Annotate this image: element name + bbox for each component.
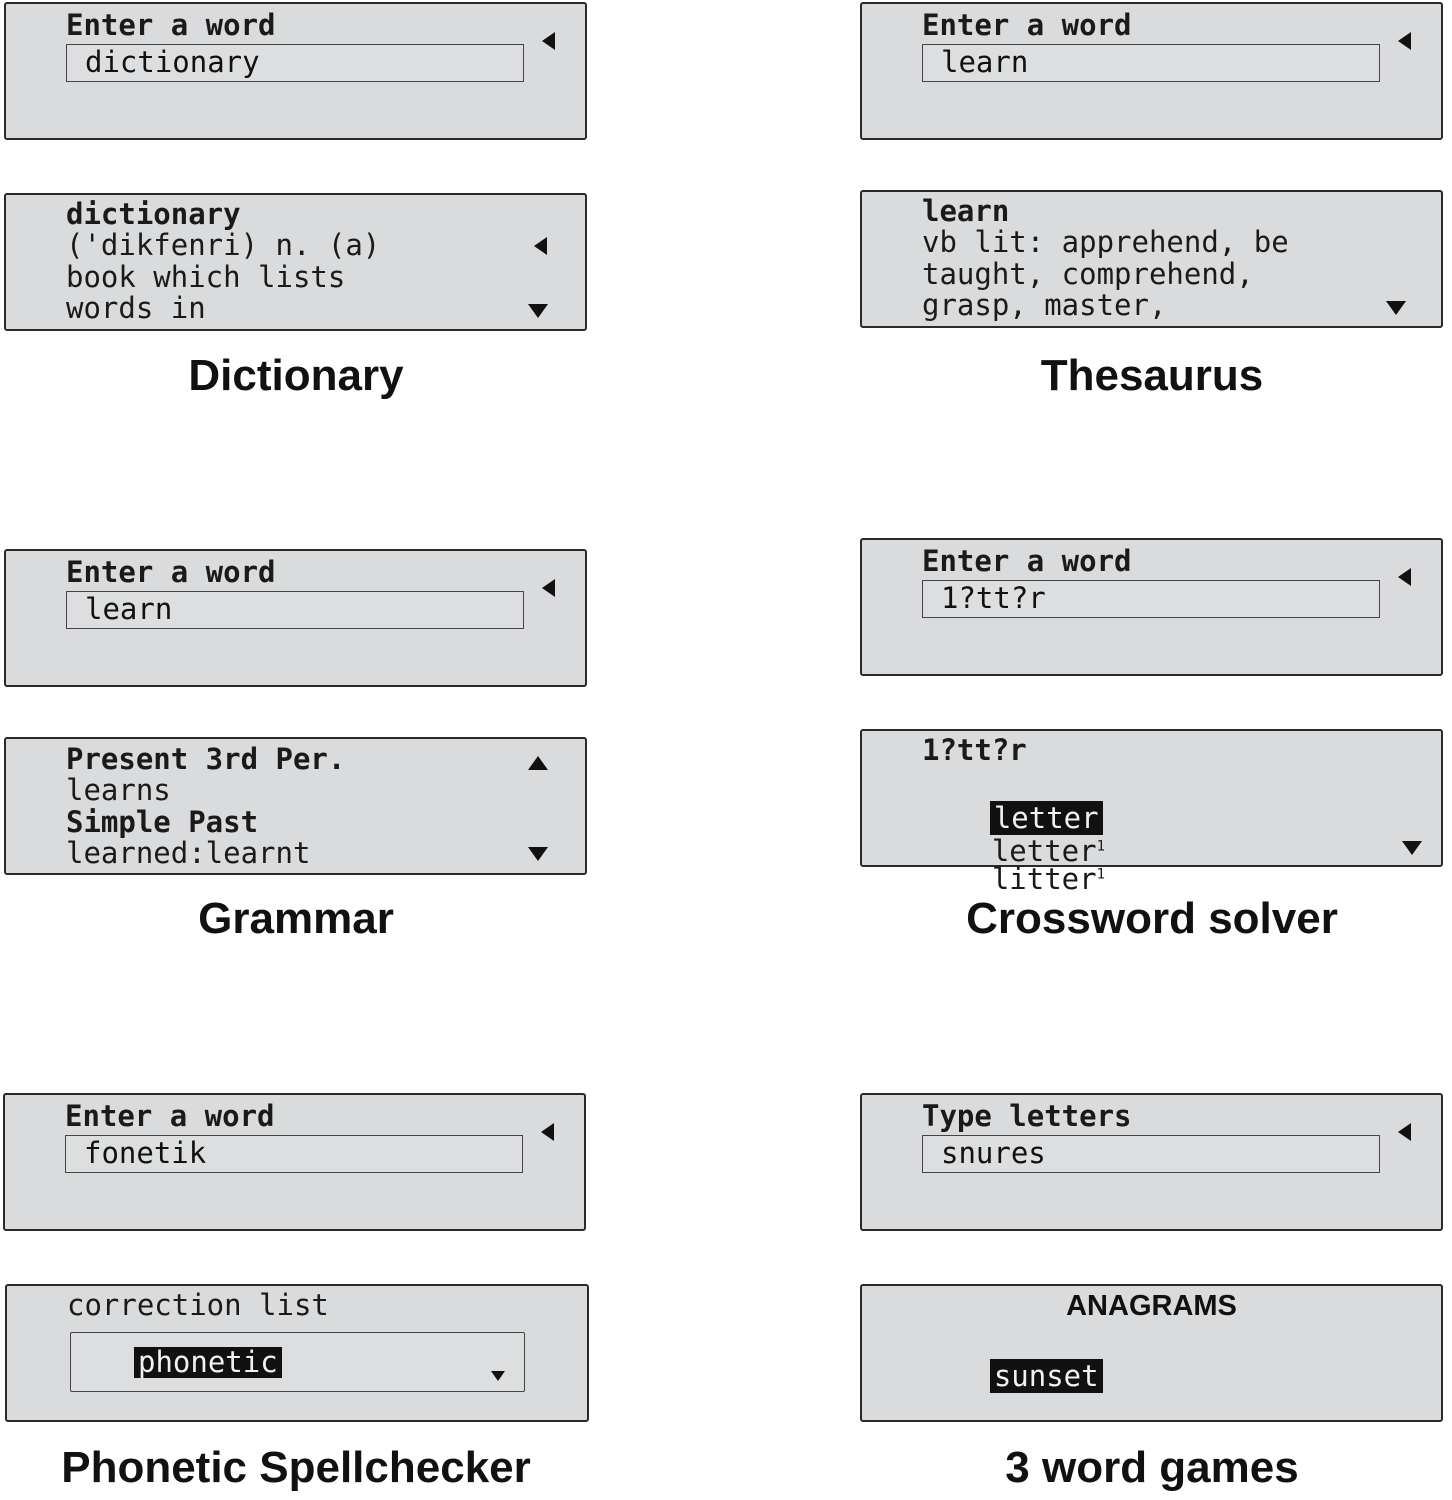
- triangle-left-icon: [542, 32, 555, 50]
- letters-input-value: snures: [941, 1136, 1046, 1170]
- dictionary-result-screen: [4, 193, 587, 331]
- word-input[interactable]: [922, 580, 1380, 618]
- triangle-down-icon[interactable]: [1402, 841, 1422, 855]
- feature-caption: Dictionary: [188, 351, 404, 400]
- input-prompt: Enter a word: [922, 8, 1132, 42]
- synonym-line: grasp, master,: [922, 288, 1167, 322]
- feature-caption: 3 word games: [1005, 1443, 1299, 1492]
- word-input-value: fonetik: [84, 1136, 207, 1170]
- game-title: ANAGRAMS: [1066, 1290, 1237, 1322]
- tense-value: learns: [66, 773, 171, 807]
- input-prompt: Enter a word: [66, 8, 276, 42]
- synonym-line: taught, comprehend,: [922, 257, 1254, 291]
- tense-heading: Present 3rd Per.: [66, 742, 346, 776]
- headword: learn: [922, 194, 1010, 228]
- games-result-screen: [860, 1284, 1443, 1422]
- input-prompt: Enter a word: [922, 544, 1132, 578]
- selected-anagram[interactable]: [920, 1330, 1103, 1423]
- games-input-screen: [860, 1093, 1443, 1231]
- result-word: litter: [991, 862, 1097, 896]
- feature-caption: Grammar: [198, 894, 394, 943]
- triangle-left-icon: [1398, 32, 1411, 50]
- definition-line: ('dikfenri) n. (a): [66, 228, 381, 262]
- crossword-result-screen: [860, 729, 1443, 896]
- feature-caption: Thesaurus: [1040, 351, 1264, 400]
- pattern-heading: 1?tt?r: [922, 733, 1027, 767]
- triangle-down-icon[interactable]: [528, 304, 548, 318]
- grammar-input-screen: [4, 549, 587, 687]
- triangle-left-icon: [542, 579, 555, 597]
- correction-selected-text: phonetic: [134, 1347, 282, 1378]
- tense-value: learned:learnt: [66, 836, 311, 870]
- triangle-left-icon: [534, 237, 547, 255]
- definition-line: words in: [66, 291, 206, 325]
- word-input-value: dictionary: [85, 45, 260, 79]
- triangle-up-icon[interactable]: [528, 756, 548, 770]
- feature-caption: Phonetic Spellchecker: [61, 1443, 531, 1492]
- result-superscript: 1: [1096, 866, 1106, 883]
- triangle-down-icon[interactable]: [1386, 301, 1406, 315]
- triangle-left-icon: [1398, 1123, 1411, 1141]
- word-input-value: learn: [941, 45, 1029, 79]
- triangle-left-icon: [541, 1123, 554, 1141]
- word-input[interactable]: [66, 591, 524, 629]
- input-prompt: Type letters: [922, 1099, 1132, 1133]
- grammar-result-screen: [4, 737, 587, 875]
- crossword-input-screen: [860, 538, 1443, 676]
- word-input[interactable]: [65, 1135, 523, 1173]
- triangle-left-icon: [1398, 568, 1411, 586]
- word-input[interactable]: [66, 44, 524, 82]
- selected-result-text: letter: [990, 801, 1103, 835]
- input-prompt: Enter a word: [66, 555, 276, 589]
- feature-caption: Crossword solver: [966, 894, 1338, 943]
- word-input-value: 1?tt?r: [941, 581, 1046, 615]
- spellchecker-input-screen: [3, 1093, 586, 1231]
- correction-list-title: correction list: [67, 1288, 329, 1322]
- triangle-down-icon[interactable]: [528, 847, 548, 861]
- synonym-line: vb lit: apprehend, be: [922, 225, 1289, 259]
- input-prompt: Enter a word: [65, 1099, 275, 1133]
- chevron-down-icon: [491, 1371, 505, 1381]
- result-word: letter: [991, 834, 1097, 868]
- headword: dictionary: [66, 197, 241, 231]
- letters-input[interactable]: [922, 1135, 1380, 1173]
- spellchecker-result-screen: [5, 1284, 589, 1422]
- definition-line: book which lists: [66, 260, 346, 294]
- tense-heading: Simple Past: [66, 805, 259, 839]
- thesaurus-input-screen: [860, 2, 1443, 140]
- correction-dropdown[interactable]: [70, 1332, 525, 1392]
- thesaurus-result-screen: [860, 190, 1443, 328]
- result-superscript: 1: [1096, 838, 1106, 855]
- word-input-value: learn: [85, 592, 173, 626]
- dictionary-input-screen: [4, 2, 587, 140]
- selected-anagram-text: sunset: [990, 1359, 1103, 1393]
- word-input[interactable]: [922, 44, 1380, 82]
